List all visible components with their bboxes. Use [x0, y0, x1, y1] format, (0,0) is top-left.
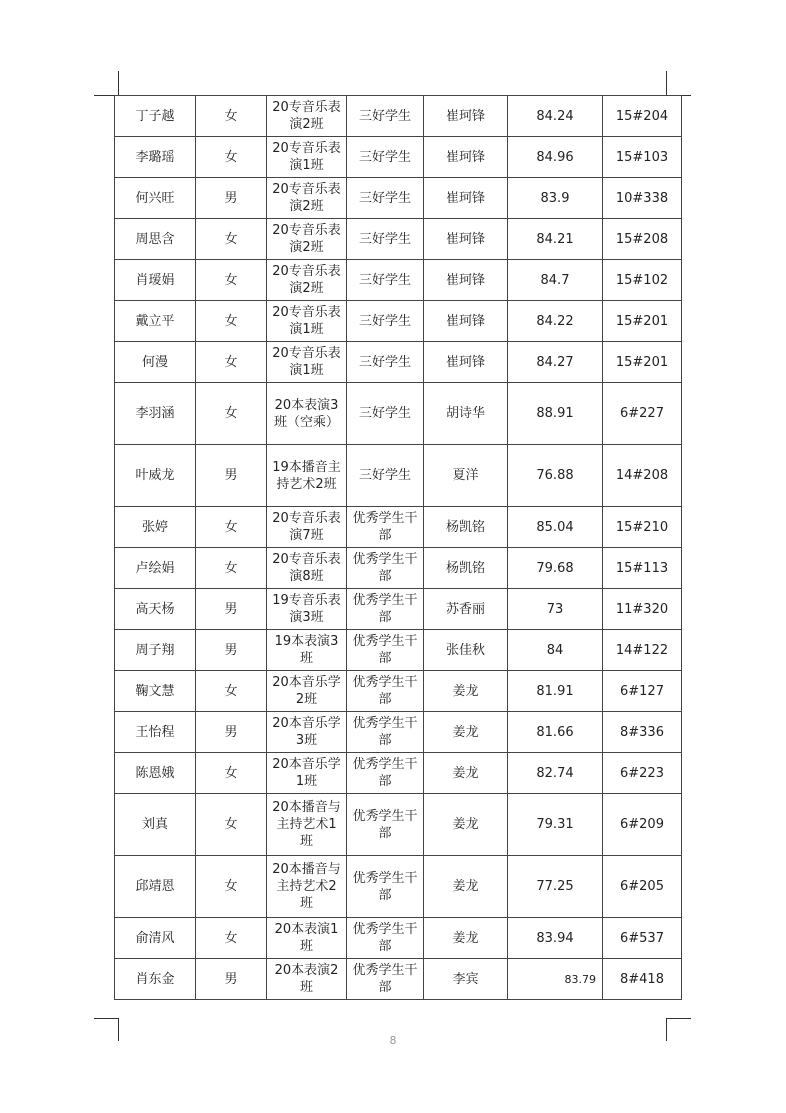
- score-cell: 76.88: [508, 445, 603, 507]
- name-cell: 戴立平: [115, 301, 196, 342]
- honor-cell: 优秀学生干部: [347, 589, 424, 630]
- table-row: [115, 959, 682, 1000]
- name-cell: 叶威龙: [115, 445, 196, 507]
- score-cell: 79.68: [508, 548, 603, 589]
- teacher-cell: 姜龙: [424, 794, 508, 856]
- name-cell: 周思含: [115, 219, 196, 260]
- dorm-cell: 15#113: [603, 548, 682, 589]
- teacher-cell: 杨凯铭: [424, 507, 508, 548]
- gender-cell: 男: [196, 445, 267, 507]
- teacher-cell: 崔珂锋: [424, 342, 508, 383]
- honor-cell: 三好学生: [347, 137, 424, 178]
- name-cell: 何兴旺: [115, 178, 196, 219]
- teacher-cell: 崔珂锋: [424, 219, 508, 260]
- score-cell: 84.24: [508, 96, 603, 137]
- honor-cell: 优秀学生干部: [347, 918, 424, 959]
- score-cell: 79.31: [508, 794, 603, 856]
- honor-cell: 优秀学生干部: [347, 712, 424, 753]
- table-row: [115, 507, 682, 548]
- gender-cell: 男: [196, 630, 267, 671]
- teacher-cell: 崔珂锋: [424, 178, 508, 219]
- score-cell: 88.91: [508, 383, 603, 445]
- class-cell: 20专音乐表演1班: [267, 342, 347, 383]
- class-cell: 19本表演3班: [267, 630, 347, 671]
- teacher-cell: 崔珂锋: [424, 137, 508, 178]
- score-cell: 83.79: [508, 959, 603, 1000]
- honor-cell: 优秀学生干部: [347, 794, 424, 856]
- honor-cell: 三好学生: [347, 445, 424, 507]
- class-cell: 20专音乐表演1班: [267, 301, 347, 342]
- score-cell: 81.91: [508, 671, 603, 712]
- class-cell: 20专音乐表演2班: [267, 178, 347, 219]
- teacher-cell: 姜龙: [424, 856, 508, 918]
- score-cell: 81.66: [508, 712, 603, 753]
- dorm-cell: 15#208: [603, 219, 682, 260]
- honor-cell: 三好学生: [347, 178, 424, 219]
- dorm-cell: 8#336: [603, 712, 682, 753]
- class-cell: 20专音乐表演1班: [267, 137, 347, 178]
- name-cell: 卢绘娟: [115, 548, 196, 589]
- table-row: [115, 260, 682, 301]
- class-cell: 20本播音与主持艺术2班: [267, 856, 347, 918]
- dorm-cell: 15#103: [603, 137, 682, 178]
- name-cell: 高天杨: [115, 589, 196, 630]
- dorm-cell: 14#208: [603, 445, 682, 507]
- gender-cell: 女: [196, 918, 267, 959]
- gender-cell: 男: [196, 178, 267, 219]
- table-row: [115, 178, 682, 219]
- class-cell: 20本播音与主持艺术1班: [267, 794, 347, 856]
- class-cell: 20专音乐表演2班: [267, 219, 347, 260]
- name-cell: 李羽涵: [115, 383, 196, 445]
- table-row: [115, 548, 682, 589]
- name-cell: 丁子越: [115, 96, 196, 137]
- table-row: [115, 219, 682, 260]
- class-cell: 20专音乐表演2班: [267, 96, 347, 137]
- name-cell: 刘真: [115, 794, 196, 856]
- dorm-cell: 15#201: [603, 301, 682, 342]
- teacher-cell: 苏香丽: [424, 589, 508, 630]
- score-cell: 73: [508, 589, 603, 630]
- table-row: [115, 383, 682, 445]
- dorm-cell: 6#205: [603, 856, 682, 918]
- class-cell: 20本音乐学2班: [267, 671, 347, 712]
- table-row: [115, 671, 682, 712]
- gender-cell: 女: [196, 342, 267, 383]
- dorm-cell: 10#338: [603, 178, 682, 219]
- table-row: [115, 630, 682, 671]
- class-cell: 20本表演1班: [267, 918, 347, 959]
- honor-cell: 优秀学生干部: [347, 671, 424, 712]
- name-cell: 周子翔: [115, 630, 196, 671]
- table-row: [115, 589, 682, 630]
- gender-cell: 女: [196, 548, 267, 589]
- class-cell: 20专音乐表演2班: [267, 260, 347, 301]
- class-cell: 20本音乐学1班: [267, 753, 347, 794]
- name-cell: 王怡程: [115, 712, 196, 753]
- table-row: [115, 918, 682, 959]
- class-cell: 20本音乐学3班: [267, 712, 347, 753]
- gender-cell: 女: [196, 753, 267, 794]
- table-row: [115, 301, 682, 342]
- student-honor-table: [114, 95, 682, 1000]
- score-cell: 84: [508, 630, 603, 671]
- table-row: [115, 137, 682, 178]
- teacher-cell: 崔珂锋: [424, 301, 508, 342]
- gender-cell: 女: [196, 301, 267, 342]
- teacher-cell: 姜龙: [424, 918, 508, 959]
- honor-cell: 优秀学生干部: [347, 753, 424, 794]
- teacher-cell: 姜龙: [424, 753, 508, 794]
- score-cell: 83.9: [508, 178, 603, 219]
- honor-cell: 三好学生: [347, 260, 424, 301]
- dorm-cell: 6#209: [603, 794, 682, 856]
- honor-cell: 优秀学生干部: [347, 959, 424, 1000]
- dorm-cell: 6#227: [603, 383, 682, 445]
- gender-cell: 女: [196, 219, 267, 260]
- class-cell: 19本播音主持艺术2班: [267, 445, 347, 507]
- table-row: [115, 445, 682, 507]
- honor-cell: 优秀学生干部: [347, 630, 424, 671]
- score-cell: 84.96: [508, 137, 603, 178]
- teacher-cell: 崔珂锋: [424, 96, 508, 137]
- dorm-cell: 15#201: [603, 342, 682, 383]
- gender-cell: 女: [196, 137, 267, 178]
- gender-cell: 女: [196, 507, 267, 548]
- class-cell: 19专音乐表演3班: [267, 589, 347, 630]
- name-cell: 张婷: [115, 507, 196, 548]
- honor-cell: 三好学生: [347, 342, 424, 383]
- table-row: [115, 96, 682, 137]
- dorm-cell: 15#102: [603, 260, 682, 301]
- gender-cell: 男: [196, 712, 267, 753]
- honor-cell: 优秀学生干部: [347, 856, 424, 918]
- name-cell: 李璐瑶: [115, 137, 196, 178]
- class-cell: 20本表演2班: [267, 959, 347, 1000]
- class-cell: 20本表演3班（空乘）: [267, 383, 347, 445]
- name-cell: 肖东金: [115, 959, 196, 1000]
- dorm-cell: 15#210: [603, 507, 682, 548]
- teacher-cell: 李宾: [424, 959, 508, 1000]
- table-row: [115, 712, 682, 753]
- name-cell: 何漫: [115, 342, 196, 383]
- gender-cell: 女: [196, 260, 267, 301]
- score-cell: 84.21: [508, 219, 603, 260]
- name-cell: 肖瑷娟: [115, 260, 196, 301]
- gender-cell: 女: [196, 383, 267, 445]
- gender-cell: 男: [196, 959, 267, 1000]
- honor-cell: 三好学生: [347, 301, 424, 342]
- dorm-cell: 11#320: [603, 589, 682, 630]
- table-row: [115, 794, 682, 856]
- name-cell: 鞠文慧: [115, 671, 196, 712]
- honor-cell: 优秀学生干部: [347, 507, 424, 548]
- table-row: [115, 342, 682, 383]
- teacher-cell: 胡诗华: [424, 383, 508, 445]
- teacher-cell: 张佳秋: [424, 630, 508, 671]
- teacher-cell: 崔珂锋: [424, 260, 508, 301]
- gender-cell: 女: [196, 794, 267, 856]
- score-cell: 85.04: [508, 507, 603, 548]
- dorm-cell: 15#204: [603, 96, 682, 137]
- gender-cell: 女: [196, 671, 267, 712]
- class-cell: 20专音乐表演7班: [267, 507, 347, 548]
- score-cell: 77.25: [508, 856, 603, 918]
- score-cell: 84.7: [508, 260, 603, 301]
- honor-cell: 三好学生: [347, 383, 424, 445]
- page-number: 8: [389, 1034, 397, 1047]
- class-cell: 20专音乐表演8班: [267, 548, 347, 589]
- table-row: [115, 753, 682, 794]
- honor-cell: 三好学生: [347, 96, 424, 137]
- gender-cell: 男: [196, 589, 267, 630]
- dorm-cell: 6#537: [603, 918, 682, 959]
- table-row: [115, 856, 682, 918]
- dorm-cell: 6#127: [603, 671, 682, 712]
- name-cell: 陈恩娥: [115, 753, 196, 794]
- name-cell: 邱靖恩: [115, 856, 196, 918]
- honor-cell: 优秀学生干部: [347, 548, 424, 589]
- teacher-cell: 姜龙: [424, 671, 508, 712]
- name-cell: 俞清风: [115, 918, 196, 959]
- teacher-cell: 夏洋: [424, 445, 508, 507]
- score-cell: 82.74: [508, 753, 603, 794]
- teacher-cell: 姜龙: [424, 712, 508, 753]
- score-cell: 83.94: [508, 918, 603, 959]
- score-cell: 84.27: [508, 342, 603, 383]
- score-cell: 84.22: [508, 301, 603, 342]
- gender-cell: 女: [196, 856, 267, 918]
- dorm-cell: 8#418: [603, 959, 682, 1000]
- honor-cell: 三好学生: [347, 219, 424, 260]
- teacher-cell: 杨凯铭: [424, 548, 508, 589]
- dorm-cell: 14#122: [603, 630, 682, 671]
- dorm-cell: 6#223: [603, 753, 682, 794]
- gender-cell: 女: [196, 96, 267, 137]
